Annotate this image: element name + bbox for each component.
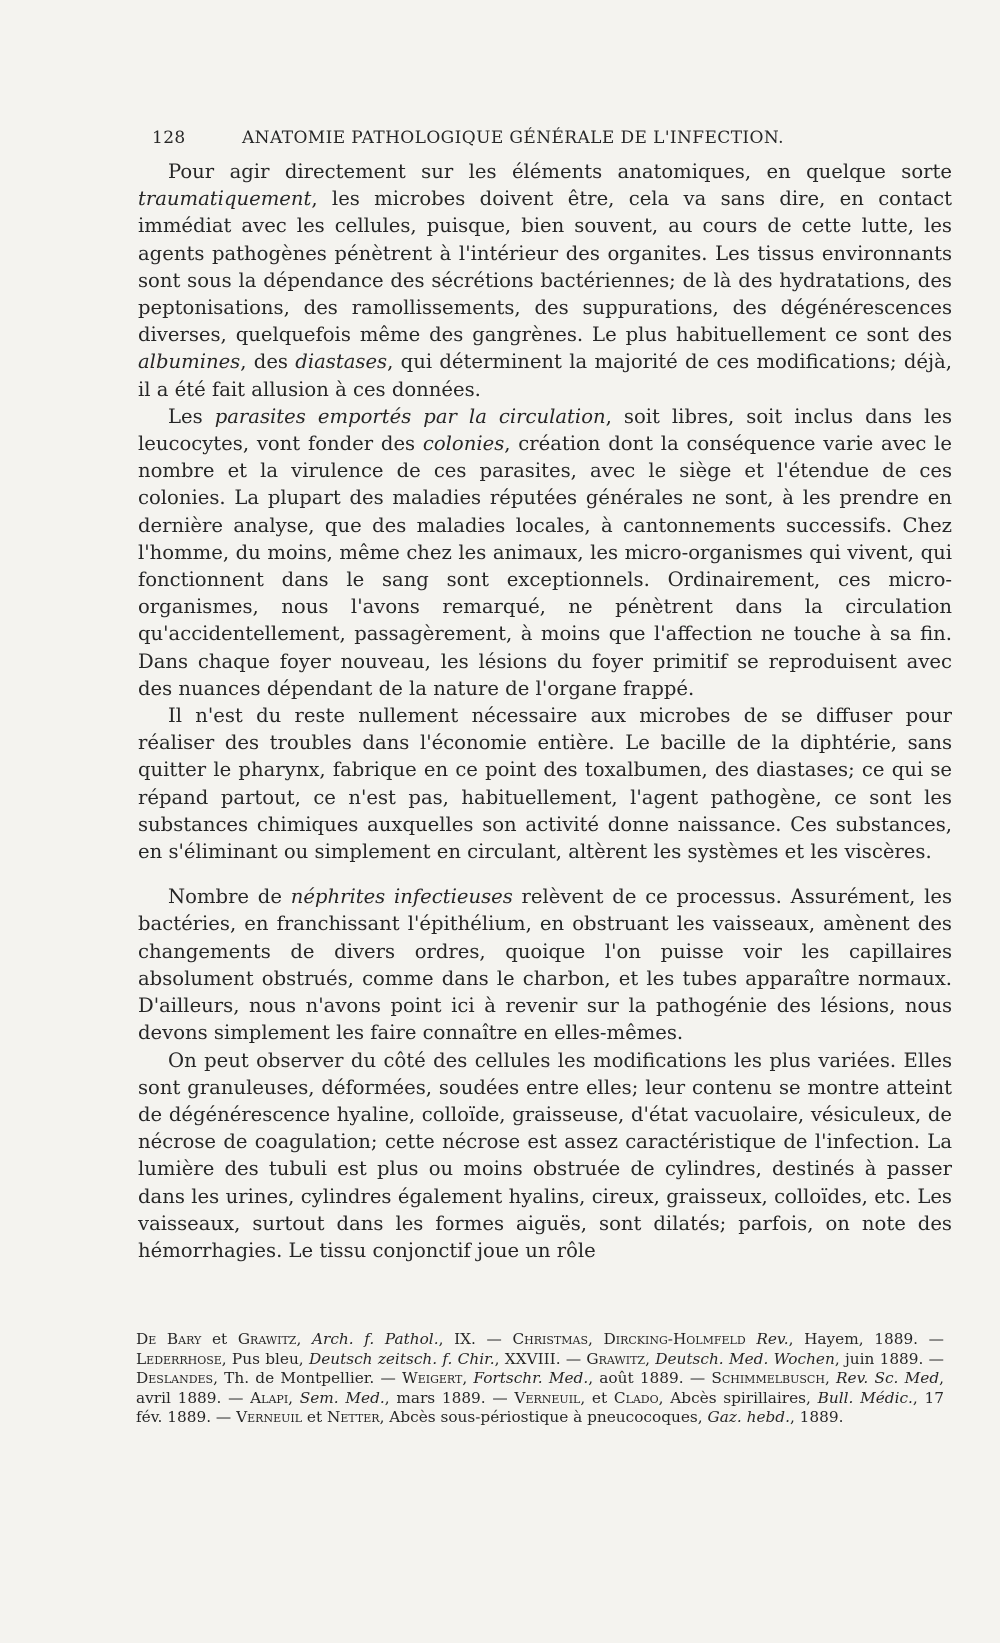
text-run: , 1889.	[789, 1408, 844, 1426]
italic-text: Arch. f. Pathol.	[311, 1330, 439, 1348]
italic-text: Rev.	[756, 1330, 789, 1348]
text-run: et	[302, 1408, 327, 1426]
small-caps-name: Grawitz	[237, 1330, 297, 1348]
italic-text: Deutsch. Med. Wochen	[655, 1349, 835, 1368]
paragraph	[138, 1047, 952, 1265]
text-run: , mars 1889. —	[384, 1388, 515, 1407]
small-caps-name: Netter	[326, 1408, 380, 1426]
text-run	[746, 1330, 757, 1348]
italic-text: Fortschr. Med.	[473, 1369, 589, 1387]
small-caps-name: Weigert	[402, 1369, 463, 1387]
text-run: ,	[296, 1330, 312, 1348]
small-caps-name: Dircking-Holmfeld	[603, 1330, 746, 1348]
small-caps-name: Schimmelbusch	[711, 1369, 825, 1387]
text-run: , IX. —	[438, 1330, 513, 1348]
italic-text: néphrites infectieuses	[290, 885, 513, 909]
text-run: ,	[824, 1369, 837, 1387]
text-run: , et	[580, 1388, 614, 1407]
small-caps-name: Verneuil	[514, 1388, 581, 1407]
text-run: , 17 fév. 1889. —	[136, 1388, 944, 1426]
running-title: ANATOMIE PATHOLOGIQUE GÉNÉRALE DE L'INFECTION.	[242, 128, 784, 148]
text-run: , XXVIII. —	[494, 1349, 587, 1368]
footnotes	[136, 1330, 944, 1428]
small-caps-name: Deslandes	[136, 1369, 214, 1387]
text-run: , des	[240, 350, 296, 374]
text-run: Nombre de	[168, 885, 291, 909]
small-caps-name: Clado	[613, 1388, 659, 1407]
paragraph	[138, 883, 952, 1046]
italic-text: diastases	[295, 350, 388, 374]
footnote	[136, 1330, 944, 1428]
text-run: Les	[168, 404, 215, 428]
text-run: , Pus bleu,	[221, 1349, 309, 1368]
small-caps-name: Verneuil	[236, 1408, 303, 1426]
paragraph	[138, 158, 952, 403]
paragraph	[138, 403, 952, 702]
text-run: On peut observer du côté des cellules les modifications les plus variées. Elles sont granuleuses, déformées, soudées entre elles; leur contenu se montre atteint de dégénérescence hyaline, colloïde, graisseuse, d'état vacuolaire, vésiculeux, de nécrose de coagulation; cette nécrose est assez caractéristique de l'infection. La lumière des tubuli est plus ou moins obstruée de cylindres, destinés à passer dans les urines, cylindres également hyalins, cireux, graisseux, colloïdes, etc. Les vaisseaux, surtout dans les formes aiguës, sont dilatés; parfois, on note des hémorrhagies. Le tissu conjonctif joue un rôle	[138, 1048, 952, 1262]
paragraph	[138, 702, 952, 865]
italic-text: parasites emportés par la circulation	[214, 404, 606, 428]
text-run: , les microbes doivent être, cela va sans dire, en contact immédiat avec les cellules, puisque, bien souvent, au cours de cette lutte, les agents pathogènes pénètrent à l'intérieur des organites. Les tissus environnants sont sous la dépendance des sécrétions bactériennes; de là des hydratations, des peptonisations, des ramollissements, des suppurations, des dégénérescences diverses, quelquefois même des gangrènes. Le plus habituellement ce sont des	[138, 187, 952, 347]
text-run: et	[201, 1330, 238, 1348]
italic-text: Gaz. hebd.	[707, 1408, 790, 1426]
small-caps-name: Christmas	[512, 1330, 588, 1348]
running-header	[152, 128, 852, 148]
text-run: ,	[645, 1349, 656, 1368]
small-caps-name: Lederrhose	[136, 1349, 222, 1368]
body-text	[138, 158, 952, 1264]
text-run: ,	[288, 1388, 300, 1407]
text-run: Pour agir directement sur les éléments anatomiques, en quelque sorte	[168, 160, 952, 183]
text-run: Il n'est du reste nullement nécessaire aux microbes de se diffuser pour réaliser des troubles dans l'économie entière. Le bacille de la diphtérie, sans quitter le pharynx, fabrique en ce point des toxalbumen, des diastases; ce qui se répand partout, ce n'est pas, habituellement, l'agent pathogène, ce sont les substances chimiques auxquelles son activité donne naissance. Ces substances, en s'éliminant ou simplement en circulant, altèrent les systèmes et les viscères.	[138, 704, 952, 864]
small-caps-name: Alapi	[250, 1388, 289, 1407]
text-run: , avril 1889. —	[136, 1369, 944, 1407]
text-run: relèvent de ce processus. Assurément, les bactéries, en franchissant l'épithélium, en obstruant les vaisseaux, amènent des changements de divers ordres, quoique l'on puisse voir les capillaires absolument obstrués, comme dans le charbon, et les tubes apparaître normaux. D'ailleurs, nous n'avons point ici à revenir sur la pathogénie des lésions, nous devons simplement les faire connaître en elles-mêmes.	[138, 885, 953, 1045]
italic-text: Sem. Med.	[299, 1388, 385, 1407]
small-caps-name: Grawitz	[586, 1349, 646, 1368]
small-caps-name: De Bary	[136, 1330, 202, 1348]
text-run: , Abcès spirillaires,	[658, 1388, 818, 1407]
text-run: , création dont la conséquence varie avec le nombre et la virulence de ces parasites, avec le siège et l'étendue de ces colonies. La plupart des maladies réputées générales ne sont, à les prendre en dernière analyse, que des maladies locales, à cantonnements successifs. Chez l'homme, du moins, même chez les animaux, les micro-organismes qui vivent, qui fonctionnent dans le sang sont exceptionnels. Ordinairement, ces micro-organismes, nous l'avons remarqué, ne pénètrent dans la circulation qu'accidentellement, passagèrement, à moins que l'affection ne touche à sa fin. Dans chaque foyer nouveau, les lésions du foyer primitif se reproduisent avec des nuances dépendant de la nature de l'organe frappé.	[138, 432, 952, 700]
italic-text: traumatiquement	[138, 187, 312, 211]
italic-text: Deutsch zeitsch. f. Chir.	[308, 1349, 495, 1368]
italic-text: Rev. Sc. Med	[836, 1369, 940, 1387]
italic-text: colonies	[422, 432, 505, 456]
page-number: 128	[152, 128, 186, 148]
text-run: , qui déterminent la majorité de ces modifications; déjà, il a été fait allusion à ces données.	[138, 350, 952, 401]
text-run: , Abcès sous-périostique à pneucocoques,	[379, 1408, 708, 1426]
text-run: , août 1889. —	[588, 1369, 712, 1387]
text-run: ,	[462, 1369, 474, 1387]
italic-text: albumines	[138, 350, 241, 374]
text-run: ,	[587, 1330, 604, 1348]
italic-text: Bull. Médic.	[817, 1388, 913, 1407]
text-run: , Th. de Montpellier. —	[213, 1369, 402, 1387]
text-run: , juin 1889. —	[834, 1349, 944, 1368]
text-run: , soit libres, soit inclus dans les leucocytes, vont fonder des	[138, 404, 952, 456]
text-run: , Hayem, 1889. —	[788, 1330, 944, 1348]
